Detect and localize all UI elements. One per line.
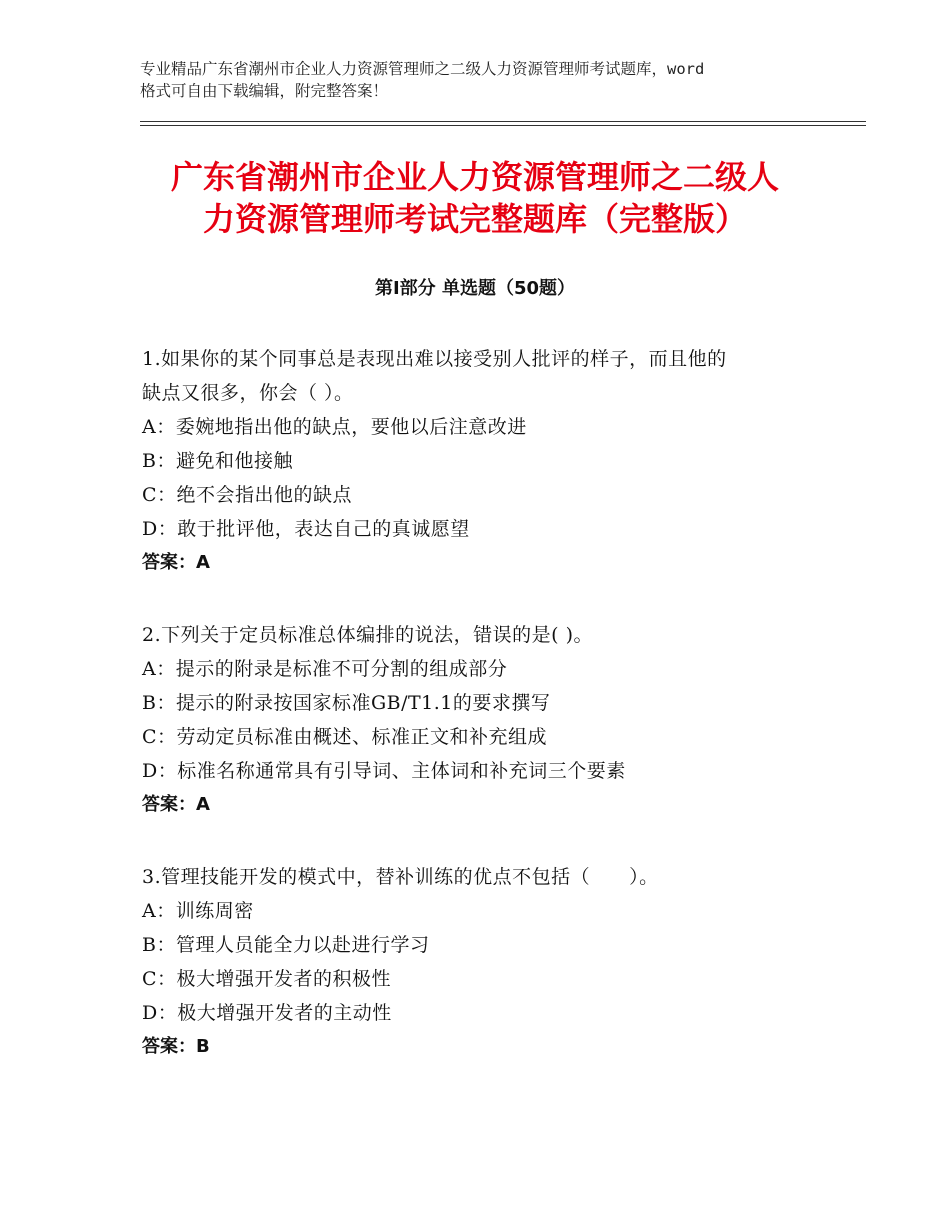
document-title-line-1: 广东省潮州市企业人力资源管理师之二级人 [170, 158, 779, 196]
option-c: C：极大增强开发者的积极性 [142, 968, 392, 990]
option-b: B：避免和他接触 [142, 450, 293, 472]
answer: 答案：A [142, 552, 210, 573]
option-a: A：提示的附录是标准不可分割的组成部分 [142, 658, 508, 680]
question-list [142, 342, 822, 1102]
section-title: 第Ⅰ部分 单选题（50题） [374, 278, 575, 299]
option-b: B：提示的附录按国家标准GB/T1.1的要求撰写 [142, 692, 551, 714]
question-stem: 2.下列关于定员标准总体编排的说法，错误的是( )。 [142, 624, 593, 646]
option-a: A：委婉地指出他的缺点，要他以后注意改进 [142, 416, 527, 438]
question-2 [142, 618, 822, 822]
option-b: B：管理人员能全力以赴进行学习 [142, 934, 430, 956]
option-d: D：敢于批评他，表达自己的真诚愿望 [142, 518, 470, 540]
question-stem: 1.如果你的某个同事总是表现出难以接受别人批评的样子，而且他的 [142, 348, 727, 370]
page-header [140, 58, 840, 102]
option-c: C：绝不会指出他的缺点 [142, 484, 353, 506]
answer: 答案：B [142, 1036, 210, 1057]
header-line-2: 格式可自由下载编辑，附完整答案！ [140, 82, 389, 100]
question-stem: 3.管理技能开发的模式中，替补训练的优点不包括（ ）。 [142, 866, 659, 888]
answer: 答案：A [142, 794, 210, 815]
option-d: D：标准名称通常具有引导词、主体词和补充词三个要素 [142, 760, 626, 782]
document-title [100, 156, 850, 240]
header-line-1: 专业精品广东省潮州市企业人力资源管理师之二级人力资源管理师考试题库，word [140, 60, 705, 78]
question-3 [142, 860, 822, 1064]
question-stem-continued: 缺点又很多，你会（ ）。 [142, 382, 354, 404]
option-c: C：劳动定员标准由概述、标准正文和补充组成 [142, 726, 548, 748]
header-divider [140, 121, 866, 126]
document-title-line-2: 力资源管理师考试完整题库（完整版） [202, 200, 747, 238]
option-a: A：训练周密 [142, 900, 254, 922]
question-1 [142, 342, 822, 580]
option-d: D：极大增强开发者的主动性 [142, 1002, 392, 1024]
